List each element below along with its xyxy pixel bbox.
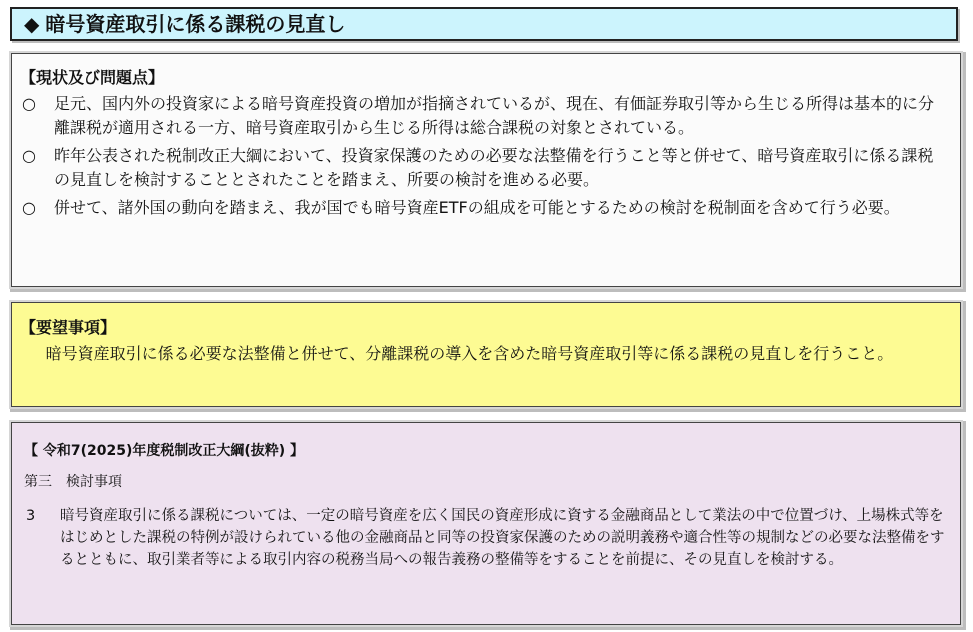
circle-icon: ○ xyxy=(22,198,36,217)
status-bullet-text: 併せて、諸外国の動向を踏まえ、我が国でも暗号資産ETFの組成を可能とするための検討を税制面を含めて行う必要。 xyxy=(54,198,900,217)
status-bullet-text: 昨年公表された税制改正大綱において、投資家保護のための必要な法整備を行うこと等と併せて、暗号資産取引に係る課税の見直しを検討することとされたことを踏まえ、所要の検討を進める必要。 xyxy=(54,146,934,189)
circle-icon: ○ xyxy=(22,146,36,165)
current-status-heading: 【現状及び問題点】 xyxy=(20,68,165,87)
status-bullet xyxy=(20,92,946,140)
current-status-section xyxy=(11,53,961,287)
page-title-text: 暗号資産取引に係る課税の見直し xyxy=(45,12,346,36)
outline-item xyxy=(24,505,946,571)
status-bullet xyxy=(20,144,946,192)
circle-icon: ○ xyxy=(22,94,36,113)
diamond-icon: ◆ xyxy=(24,12,40,36)
subsection-title: 第三 検討事項 xyxy=(24,474,122,490)
request-text: 暗号資産取引に係る必要な法整備と併せて、分離課税の導入を含めた暗号資産取引等に係る課税の見直しを行うこと。 xyxy=(45,344,894,363)
tax-outline-heading: 【 令和7(2025)年度税制改正大綱(抜粋) 】 xyxy=(24,443,305,459)
item-number: 3 xyxy=(26,508,36,524)
item-text: 暗号資産取引に係る課税については、一定の暗号資産を広く国民の資産形成に資する金融商品として業法の中で位置づけ、上場株式等をはじめとした課税の特例が設けられている他の金融商品と同等の投資家保護のための説明義務や適合性等の規制などの必要な法整備をするとともに、取引業者等による取引内容の税務当局への報告義務の整備等をすることを前提に、その見直しを検討する。 xyxy=(60,508,945,568)
status-bullet xyxy=(20,196,946,220)
request-section xyxy=(11,302,961,407)
request-heading: 【要望事項】 xyxy=(20,318,117,337)
page-title xyxy=(10,7,958,41)
status-bullet-text: 足元、国内外の投資家による暗号資産投資の増加が指摘されているが、現在、有価証券取引等から生じる所得は基本的に分離課税が適用される一方、暗号資産取引から生じる所得は総合課税の対象とされている。 xyxy=(54,94,935,137)
tax-outline-section xyxy=(11,422,961,625)
